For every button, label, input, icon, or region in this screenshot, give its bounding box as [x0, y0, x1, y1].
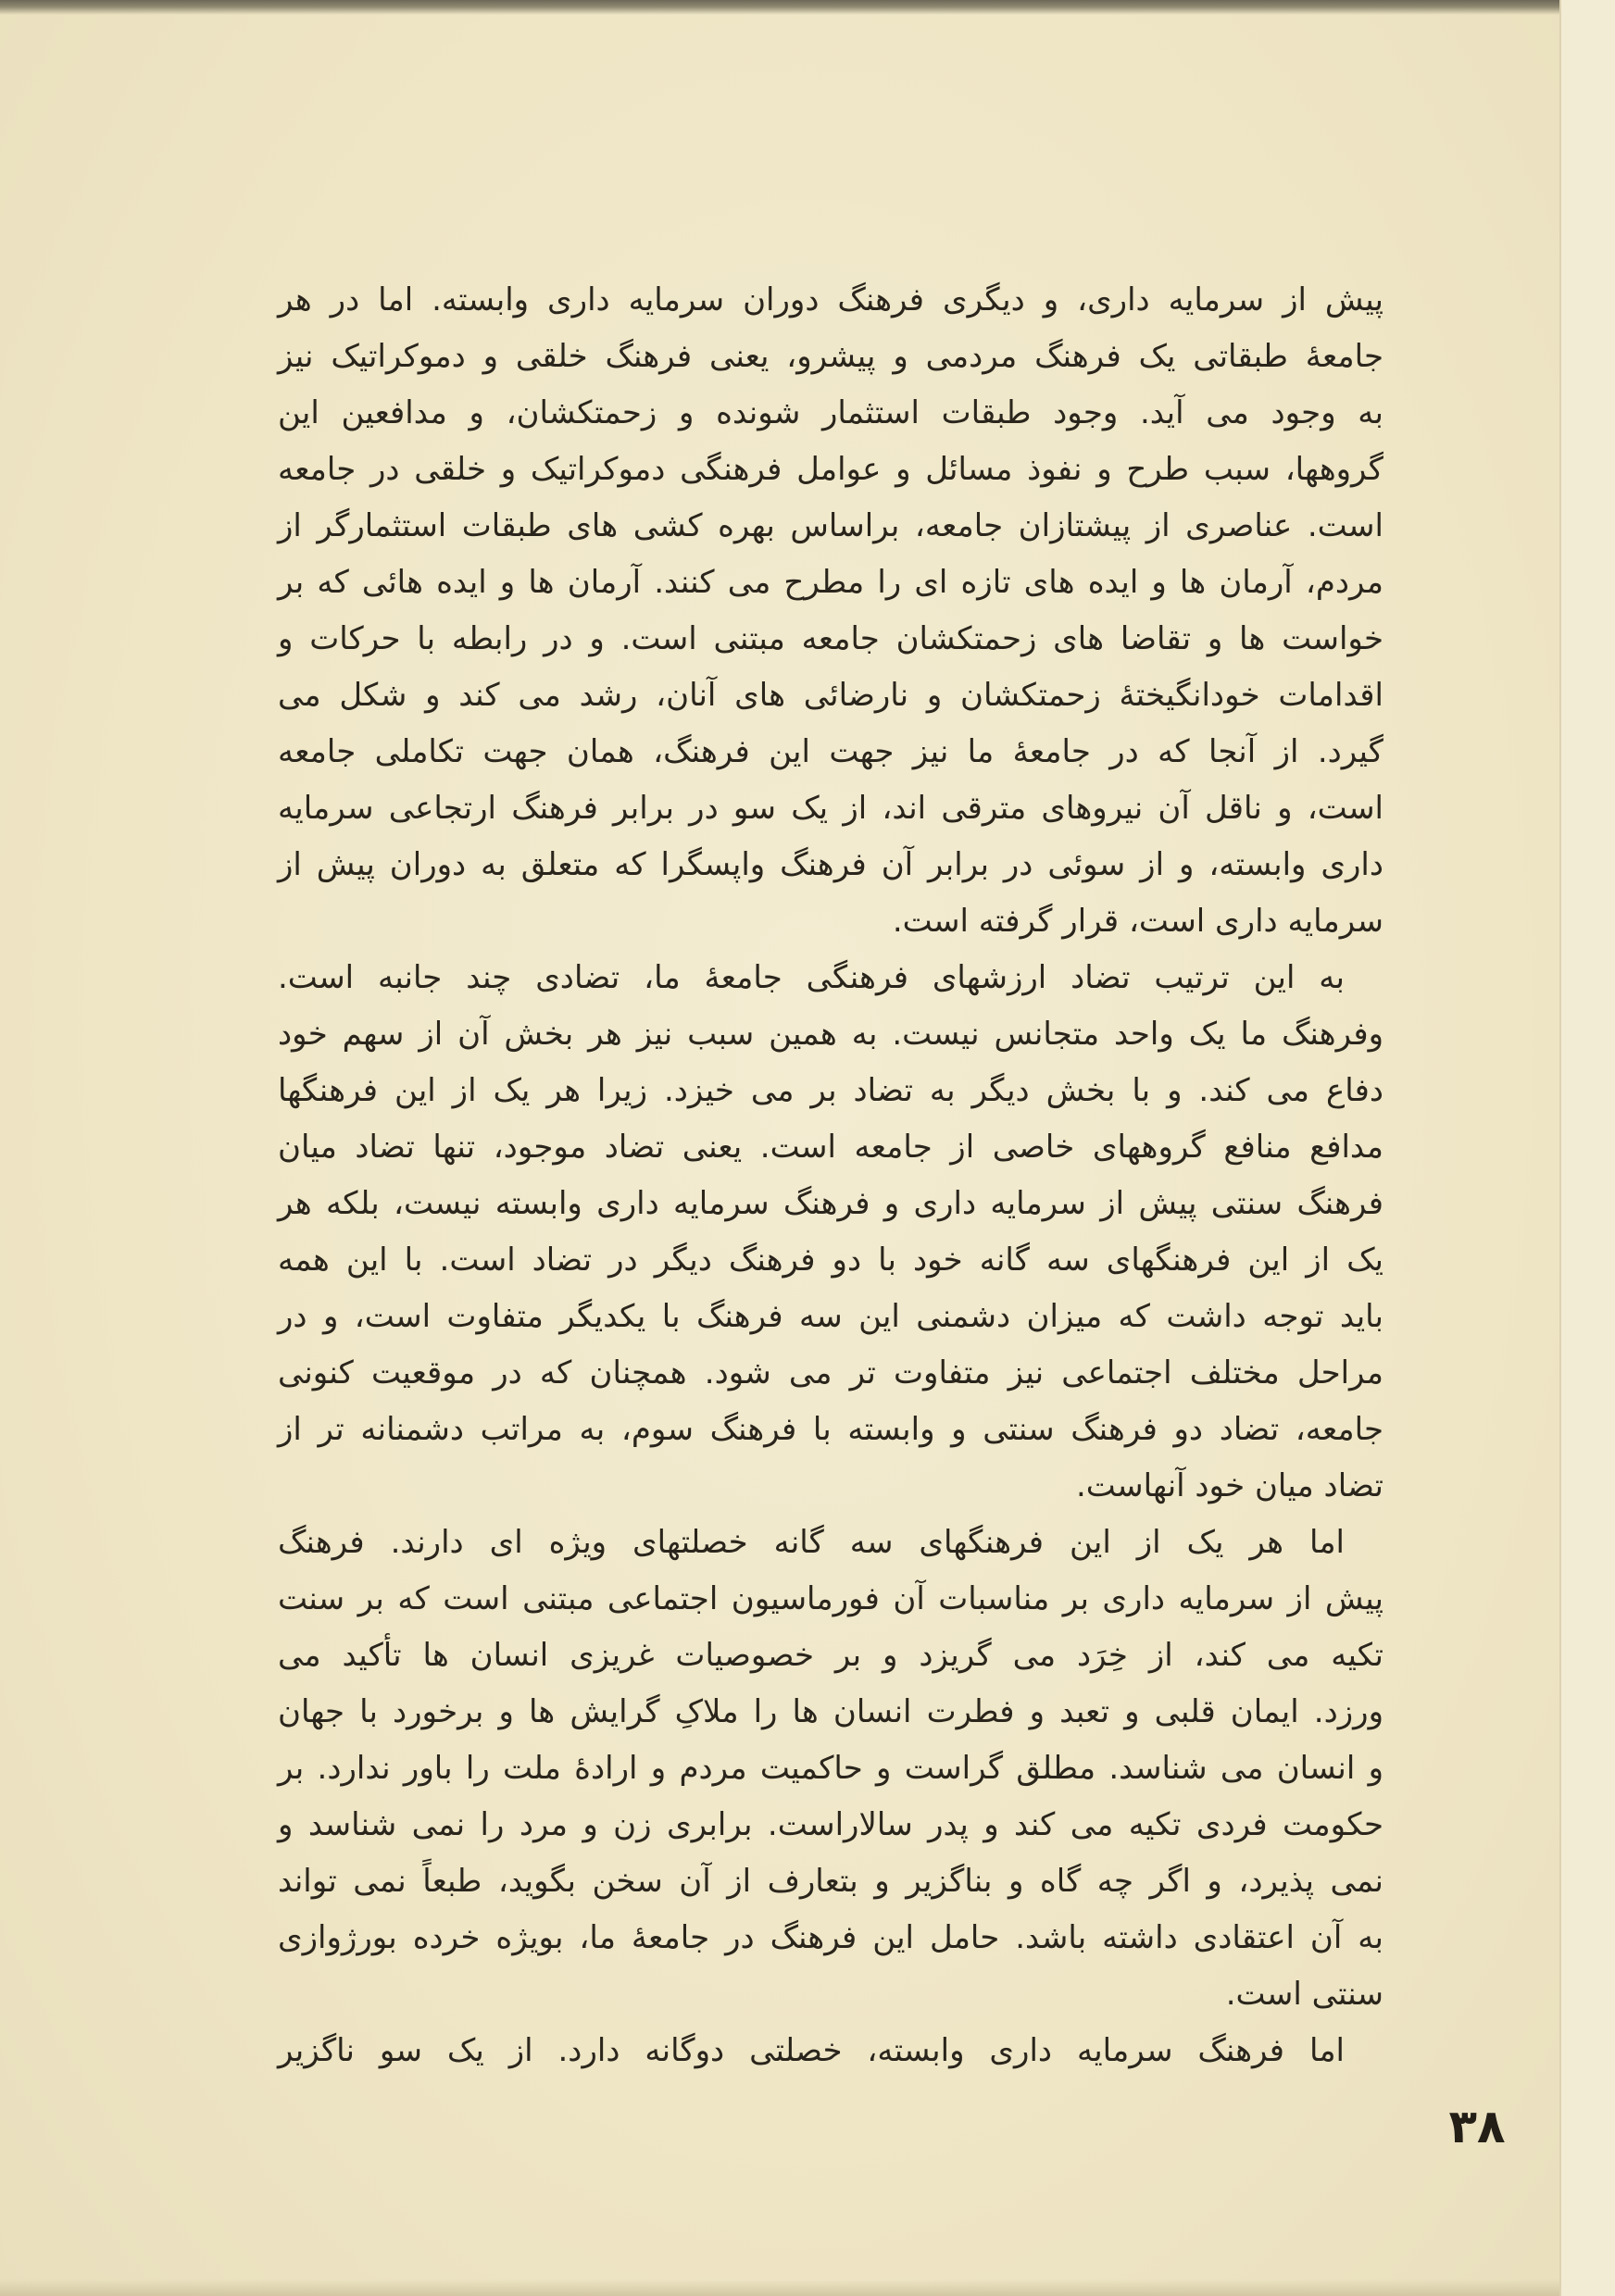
text-line: اقدامات خودانگیختهٔ زحمتکشان و نارضائی های آنان، رشد می کند و شکل می: [278, 677, 1383, 714]
text-line: است. عناصری از پیشتازان جامعه، براساس بهره کشی های طبقات استثمارگر از: [278, 507, 1383, 544]
paragraph-1: [278, 272, 1383, 950]
text-line: وفرهنگ ما یک واحد متجانس نیست. به همین سبب نیز هر بخش آن از سهم خود: [278, 1016, 1383, 1053]
scan-edge-bottom: [0, 2279, 1559, 2296]
scan-edge-top: [0, 0, 1559, 15]
text-line: دفاع می کند. و با بخش دیگر به تضاد بر می خیزد. زیرا هر یک از این فرهنگها: [278, 1072, 1383, 1109]
text-line: اما هر یک از این فرهنگهای سه گانه خصلتهای ویژه ای دارند. فرهنگ: [278, 1524, 1345, 1561]
paragraph-4: [278, 2023, 1383, 2079]
text-line: گروهها، سبب طرح و نفوذ مسائل و عوامل فرهنگی دموکراتیک و خلقی در جامعه: [278, 451, 1383, 488]
text-line: مراحل مختلف اجتماعی نیز متفاوت تر می شود. همچنان که در موقعیت کنونی: [278, 1354, 1383, 1391]
page-number: ۳۸: [1448, 2100, 1506, 2153]
text-line: مردم، آرمان ها و ایده های تازه ای را مطرح می کنند. آرمان ها و ایده هائی که بر: [278, 564, 1383, 601]
page-edge-right: [1559, 0, 1615, 2296]
body-text: [278, 272, 1383, 2079]
paragraph-2: [278, 950, 1383, 1515]
text-line: باید توجه داشت که میزان دشمنی این سه فرهنگ با یکدیگر متفاوت است، و در: [278, 1298, 1383, 1335]
text-line: و انسان می شناسد. مطلق گراست و حاکمیت مردم و ارادهٔ ملت را باور ندارد. بر: [278, 1750, 1383, 1787]
text-line: ورزد. ایمان قلبی و تعبد و فطرت انسان ها را ملاکِ گرایش ها و برخورد با جهان: [278, 1693, 1383, 1730]
paragraph-3: [278, 1515, 1383, 2023]
text-line: به این ترتیب تضاد ارزشهای فرهنگی جامعهٔ ما، تضادی چند جانبه است.: [278, 959, 1345, 996]
text-line: اما فرهنگ سرمایه داری وابسته، خصلتی دوگانه دارد. از یک سو ناگزیر: [278, 2032, 1345, 2069]
text-line: تضاد میان خود آنهاست.: [1075, 1467, 1383, 1504]
text-line: جامعهٔ طبقاتی یک فرهنگ مردمی و پیشرو، یعنی فرهنگ خلقی و دموکراتیک نیز: [278, 338, 1383, 375]
text-line: خواست ها و تقاضا های زحمتکشان جامعه مبتنی است. و در رابطه با حرکات و: [278, 620, 1383, 657]
text-line: پیش از سرمایه داری بر مناسبات آن فورماسیون اجتماعی مبتنی است که بر سنت: [278, 1580, 1383, 1617]
text-line: یک از این فرهنگهای سه گانه خود با دو فرهنگ دیگر در تضاد است. با این همه: [278, 1242, 1383, 1279]
text-line: سنتی است.: [1225, 1976, 1383, 2013]
text-line: داری وابسته، و از سوئی در برابر آن فرهنگ واپسگرا که متعلق به دوران پیش از: [278, 846, 1383, 883]
text-line: سرمایه داری است، قرار گرفته است.: [892, 903, 1383, 940]
text-line: گیرد. از آنجا که در جامعهٔ ما نیز جهت این فرهنگ، همان جهت تکاملی جامعه: [278, 733, 1383, 770]
text-line: به وجود می آید. وجود طبقات استثمار شونده و زحمتکشان، و مدافعین این: [278, 394, 1383, 431]
text-line: حکومت فردی تکیه می کند و پدر سالاراست. برابری زن و مرد را نمی شناسد و: [278, 1806, 1383, 1843]
text-line: جامعه، تضاد دو فرهنگ سنتی و وابسته با فرهنگ سوم، به مراتب دشمنانه تر از: [278, 1411, 1383, 1448]
text-line: پیش از سرمایه داری، و دیگری فرهنگ دوران سرمایه داری وابسته. اما در هر: [278, 281, 1383, 318]
text-line: تکیه می کند، از خِرَد می گریزد و بر خصوصیات غریزی انسان ها تأکید می: [278, 1637, 1383, 1674]
text-line: مدافع منافع گروههای خاصی از جامعه است. یعنی تضاد موجود، تنها تضاد میان: [278, 1129, 1383, 1166]
text-line: به آن اعتقادی داشته باشد. حامل این فرهنگ در جامعهٔ ما، بویژه خرده بورژوازی: [278, 1919, 1383, 1956]
text-line: فرهنگ سنتی پیش از سرمایه داری و فرهنگ سرمایه داری وابسته نیست، بلکه هر: [278, 1185, 1383, 1222]
text-line: است، و ناقل آن نیروهای مترقی اند، از یک سو در برابر فرهنگ ارتجاعی سرمایه: [278, 790, 1383, 827]
text-line: نمی پذیرد، و اگر چه گاه و بناگزیر و بتعارف از آن سخن بگوید، طبعاً نمی تواند: [278, 1863, 1383, 1900]
